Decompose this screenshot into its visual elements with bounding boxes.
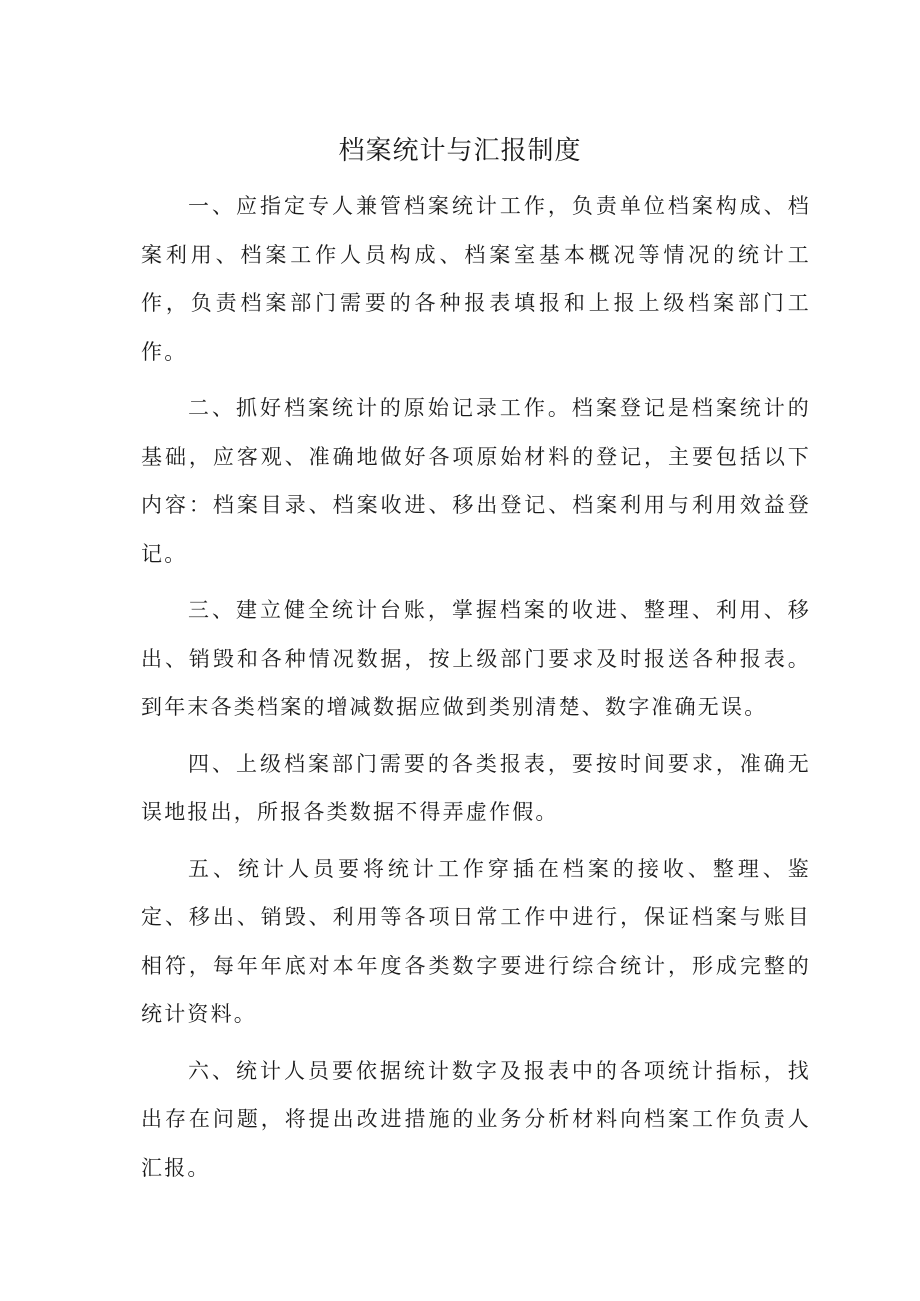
paragraph-2: 二、抓好档案统计的原始记录工作。档案登记是档案统计的基础，应客观、准确地做好各项原始材料的登记，主要包括以下内容：档案目录、档案收进、移出登记、档案利用与利用效益登记。: [141, 396, 811, 566]
paragraph-4: 四、上级档案部门需要的各类报表，要按时间要求，准确无误地报出，所报各类数据不得弄虚作假。: [141, 751, 811, 824]
document-title: 档案统计与汇报制度: [338, 136, 582, 166]
paragraph-3: 三、建立健全统计台账，掌握档案的收进、整理、利用、移出、销毁和各种情况数据，按上级部门要求及时报送各种报表。到年末各类档案的增减数据应做到类别清楚、数字准确无误。: [141, 598, 811, 719]
paragraph-5: 五、统计人员要将统计工作穿插在档案的接收、整理、鉴定、移出、销毁、利用等各项日常工作中进行，保证档案与账目相符，每年年底对本年度各类数字要进行综合统计，形成完整的统计资料。: [141, 856, 811, 1026]
paragraph-1: 一、应指定专人兼管档案统计工作，负责单位档案构成、档案利用、档案工作人员构成、档案室基本概况等情况的统计工作，负责档案部门需要的各种报表填报和上报上级档案部门工作。: [141, 194, 811, 364]
document-body: [141, 182, 811, 1200]
paragraph-6: 六、统计人员要依据统计数字及报表中的各项统计指标，找出存在问题，将提出改进措施的业务分析材料向档案工作负责人汇报。: [141, 1058, 811, 1180]
